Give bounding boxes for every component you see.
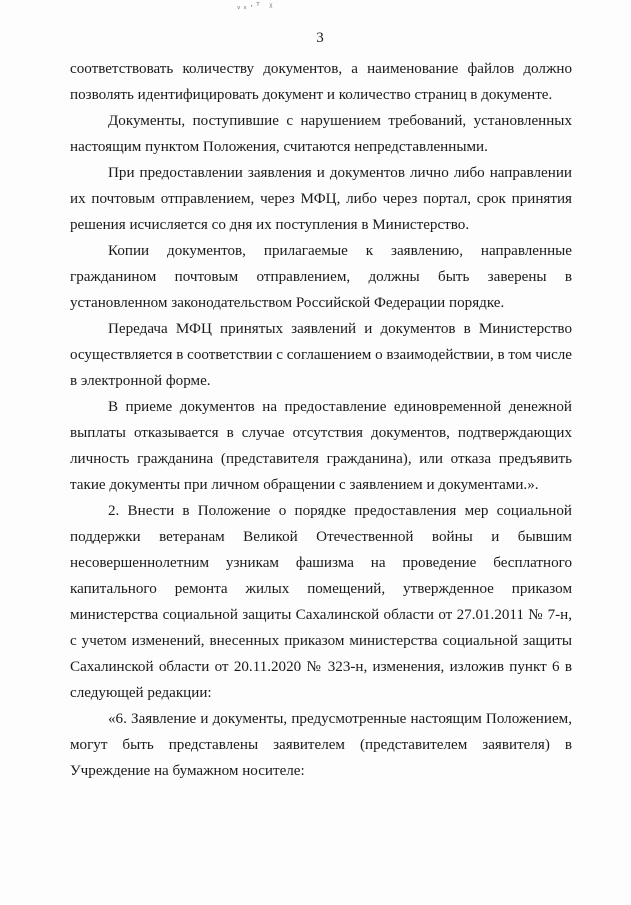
scan-artifact-mark: ᵥₛ·ᵀ ᵡ bbox=[236, 2, 275, 12]
paragraph-decision-period: При предоставлении заявления и документов лично либо направлении их почтовым отправлением, через МФЦ, либо через портал, срок принятия решения исчисляется со дня их поступления в Министерство. bbox=[70, 165, 572, 233]
paragraph-mfc-transfer: Передача МФЦ принятых заявлений и документов в Министерство осуществляется в соответствии с соглашением о взаимодействии, в том числе в электронной форме. bbox=[70, 321, 573, 389]
paragraph-continuation: соответствовать количеству документов, а наименование файлов должно позволять идентифицировать документ и количество страниц в документе. bbox=[70, 61, 572, 103]
paragraph-refusal-grounds: В приеме документов на предоставление единовременной денежной выплаты отказывается в случае отсутствия документов, подтверждающих личность гражданина (представителя гражданина), или отказа предъявить такие документы при личном обращении с заявлением и документами.». bbox=[70, 399, 572, 493]
paragraph-rejected-documents: Документы, поступившие с нарушением требований, установленных настоящим пунктом Положения, считаются непредставленными. bbox=[70, 113, 572, 155]
paragraph-document-copies: Копии документов, прилагаемые к заявлению, направленные гражданином почтовым отправлением, должны быть заверены в установленном законодательством Российской Федерации порядке. bbox=[70, 243, 572, 311]
page-number: 3 bbox=[316, 30, 324, 46]
document-body bbox=[70, 56, 572, 784]
paragraph-item-6-new-text: «6. Заявление и документы, предусмотренные настоящим Положением, могут быть представлены заявителем (представителем заявителя) в Учреждение на бумажном носителе: bbox=[70, 711, 572, 779]
paragraph-item-2-amendment: 2. Внести в Положение о порядке предоставления мер социальной поддержки ветеранам Великой Отечественной войны и бывшим несовершеннолетним узникам фашизма на проведение бесплатного капитального ремонта жилых помещений, утвержденное приказом министерства социальной защиты Сахалинской области от 27.01.2011 № 7-н, с учетом изменений, внесенных приказом министерства социальной защиты Сахалинской области от 20.11.2020 № 323-н, изменения, изложив пункт 6 в следующей редакции: bbox=[70, 503, 572, 701]
